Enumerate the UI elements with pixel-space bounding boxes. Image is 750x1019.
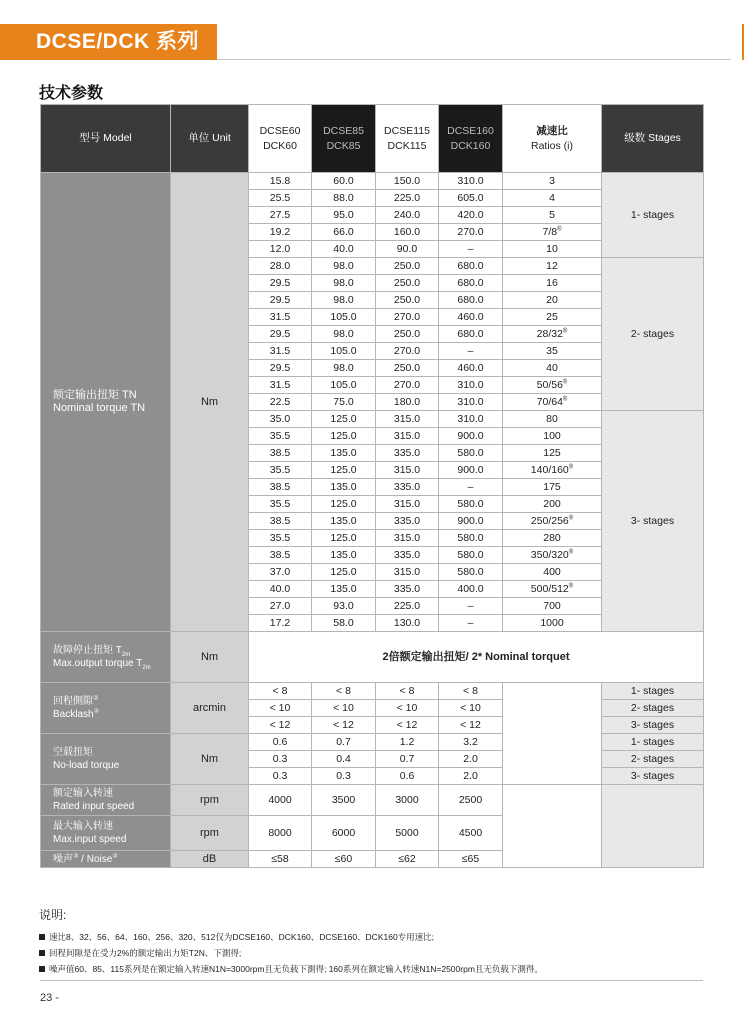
header-ratio: 减速比 Ratios (i) bbox=[503, 105, 602, 173]
torque-value: 315.0 bbox=[376, 564, 439, 581]
ratio-value: 50/56® bbox=[503, 377, 602, 394]
noload-value: 0.7 bbox=[376, 751, 439, 768]
noload-unit: Nm bbox=[171, 734, 249, 785]
header-unit: 单位 Unit bbox=[171, 105, 249, 173]
torque-value: 88.0 bbox=[312, 190, 376, 207]
torque-value: 135.0 bbox=[312, 513, 376, 530]
torque-value: 40.0 bbox=[249, 581, 312, 598]
torque-value: 160.0 bbox=[376, 224, 439, 241]
backlash-value: < 10 bbox=[312, 700, 376, 717]
torque-value: 135.0 bbox=[312, 581, 376, 598]
ratio-value: 35 bbox=[503, 343, 602, 360]
torque-value: 66.0 bbox=[312, 224, 376, 241]
torque-value: 400.0 bbox=[439, 581, 503, 598]
torque-label: 额定输出扭矩 TN Nominal torque TN bbox=[41, 173, 171, 632]
backlash-value: < 12 bbox=[439, 717, 503, 734]
noise-value: ≤58 bbox=[249, 851, 312, 868]
rated-speed-value: 2500 bbox=[439, 785, 503, 816]
ratio-value: 40 bbox=[503, 360, 602, 377]
torque-value: 98.0 bbox=[312, 258, 376, 275]
blank-stage-cell bbox=[602, 785, 704, 868]
table-row bbox=[41, 632, 704, 683]
torque-value: 31.5 bbox=[249, 377, 312, 394]
torque-value: 29.5 bbox=[249, 292, 312, 309]
torque-value: – bbox=[439, 479, 503, 496]
torque-value: 335.0 bbox=[376, 513, 439, 530]
torque-value: 315.0 bbox=[376, 496, 439, 513]
torque-value: 270.0 bbox=[376, 343, 439, 360]
torque-value: 38.5 bbox=[249, 479, 312, 496]
torque-value: 31.5 bbox=[249, 343, 312, 360]
torque-value: 27.0 bbox=[249, 598, 312, 615]
max-speed-value: 8000 bbox=[249, 816, 312, 851]
torque-value: 35.5 bbox=[249, 428, 312, 445]
noload-value: 2.0 bbox=[439, 751, 503, 768]
torque-value: 310.0 bbox=[439, 173, 503, 190]
torque-value: 105.0 bbox=[312, 377, 376, 394]
table-header-row bbox=[41, 105, 704, 173]
header-edge-mark bbox=[742, 24, 750, 60]
torque-value: 60.0 bbox=[312, 173, 376, 190]
ratio-value: 20 bbox=[503, 292, 602, 309]
noise-value: ≤62 bbox=[376, 851, 439, 868]
torque-value: 29.5 bbox=[249, 275, 312, 292]
max-torque-value: 2倍额定输出扭矩/ 2* Nominal torquet bbox=[249, 632, 704, 683]
torque-value: 38.5 bbox=[249, 445, 312, 462]
torque-value: 150.0 bbox=[376, 173, 439, 190]
torque-value: 38.5 bbox=[249, 513, 312, 530]
torque-value: 75.0 bbox=[312, 394, 376, 411]
torque-value: 315.0 bbox=[376, 428, 439, 445]
torque-value: 105.0 bbox=[312, 309, 376, 326]
section-title: 技术参数 bbox=[39, 85, 104, 102]
noise-value: ≤65 bbox=[439, 851, 503, 868]
torque-value: 680.0 bbox=[439, 275, 503, 292]
torque-value: 460.0 bbox=[439, 309, 503, 326]
torque-value: 58.0 bbox=[312, 615, 376, 632]
ratio-value: 16 bbox=[503, 275, 602, 292]
torque-value: 35.0 bbox=[249, 411, 312, 428]
torque-value: 315.0 bbox=[376, 462, 439, 479]
torque-value: 315.0 bbox=[376, 530, 439, 547]
torque-value: 22.5 bbox=[249, 394, 312, 411]
torque-value: 125.0 bbox=[312, 564, 376, 581]
max-speed-value: 4500 bbox=[439, 816, 503, 851]
torque-value: 90.0 bbox=[376, 241, 439, 258]
blank-ratio-cell bbox=[503, 683, 602, 785]
torque-value: 12.0 bbox=[249, 241, 312, 258]
blank-ratio-cell bbox=[503, 785, 602, 868]
backlash-value: < 8 bbox=[439, 683, 503, 700]
torque-value: 29.5 bbox=[249, 326, 312, 343]
ratio-value: 500/512® bbox=[503, 581, 602, 598]
torque-value: 420.0 bbox=[439, 207, 503, 224]
torque-value: 335.0 bbox=[376, 479, 439, 496]
header-rule bbox=[217, 59, 731, 60]
torque-value: 135.0 bbox=[312, 547, 376, 564]
rated-speed-unit: rpm bbox=[171, 785, 249, 816]
table-row bbox=[41, 683, 704, 700]
torque-value: 27.5 bbox=[249, 207, 312, 224]
torque-value: 310.0 bbox=[439, 377, 503, 394]
stage-label: 1- stages bbox=[602, 683, 704, 700]
backlash-value: < 8 bbox=[249, 683, 312, 700]
rated-speed-value: 3000 bbox=[376, 785, 439, 816]
torque-value: 310.0 bbox=[439, 411, 503, 428]
torque-value: 125.0 bbox=[312, 462, 376, 479]
torque-value: 35.5 bbox=[249, 530, 312, 547]
header-dcse160: DCSE160 DCK160 bbox=[439, 105, 503, 173]
torque-value: 135.0 bbox=[312, 479, 376, 496]
torque-value: 98.0 bbox=[312, 360, 376, 377]
header-model: 型号 Model bbox=[41, 105, 171, 173]
header-stages: 级数 Stages bbox=[602, 105, 704, 173]
note-1: 速比8、32、56、64、160、256、320、512仅为DCSE160、DCK160、DCSE160、DCK160专用速比; bbox=[39, 929, 543, 945]
torque-value: 105.0 bbox=[312, 343, 376, 360]
noload-value: 0.3 bbox=[249, 751, 312, 768]
ratio-value: 28/32® bbox=[503, 326, 602, 343]
notes-title: 说明: bbox=[39, 908, 67, 922]
stage-label: 3- stages bbox=[602, 768, 704, 785]
torque-value: 900.0 bbox=[439, 462, 503, 479]
ratio-value: 700 bbox=[503, 598, 602, 615]
max-speed-value: 6000 bbox=[312, 816, 376, 851]
ratio-value: 140/160® bbox=[503, 462, 602, 479]
noload-value: 0.3 bbox=[249, 768, 312, 785]
stage-label: 2- stages bbox=[602, 751, 704, 768]
noload-value: 0.3 bbox=[312, 768, 376, 785]
footer-rule bbox=[40, 980, 703, 981]
torque-value: – bbox=[439, 615, 503, 632]
torque-value: 40.0 bbox=[312, 241, 376, 258]
noise-unit: dB bbox=[171, 851, 249, 868]
backlash-label: 回程側隙② Backlash② bbox=[41, 683, 171, 734]
torque-value: 680.0 bbox=[439, 258, 503, 275]
torque-value: 250.0 bbox=[376, 360, 439, 377]
spec-table bbox=[40, 104, 704, 868]
torque-value: 900.0 bbox=[439, 428, 503, 445]
max-speed-label: 最大输入转速 Max.input speed bbox=[41, 816, 171, 851]
noise-label: 噪声③ / Noise③ bbox=[41, 851, 171, 868]
torque-value: 335.0 bbox=[376, 547, 439, 564]
backlash-value: < 12 bbox=[249, 717, 312, 734]
torque-value: 580.0 bbox=[439, 564, 503, 581]
torque-value: 580.0 bbox=[439, 547, 503, 564]
torque-value: 335.0 bbox=[376, 445, 439, 462]
torque-value: 605.0 bbox=[439, 190, 503, 207]
torque-value: 125.0 bbox=[312, 411, 376, 428]
torque-value: 900.0 bbox=[439, 513, 503, 530]
torque-value: 460.0 bbox=[439, 360, 503, 377]
torque-value: 29.5 bbox=[249, 360, 312, 377]
rated-speed-value: 4000 bbox=[249, 785, 312, 816]
torque-value: 135.0 bbox=[312, 445, 376, 462]
backlash-unit: arcmin bbox=[171, 683, 249, 734]
noload-value: 0.6 bbox=[376, 768, 439, 785]
torque-value: 240.0 bbox=[376, 207, 439, 224]
ratio-value: 12 bbox=[503, 258, 602, 275]
table-row bbox=[41, 173, 704, 190]
torque-value: 17.2 bbox=[249, 615, 312, 632]
torque-value: 125.0 bbox=[312, 428, 376, 445]
ratio-value: 4 bbox=[503, 190, 602, 207]
torque-value: – bbox=[439, 598, 503, 615]
noise-value: ≤60 bbox=[312, 851, 376, 868]
stage-label: 1- stages bbox=[602, 734, 704, 751]
torque-value: – bbox=[439, 343, 503, 360]
torque-value: 125.0 bbox=[312, 496, 376, 513]
torque-value: 98.0 bbox=[312, 326, 376, 343]
ratio-value: 80 bbox=[503, 411, 602, 428]
stage-1-label: 1- stages bbox=[602, 173, 704, 258]
noload-value: 0.7 bbox=[312, 734, 376, 751]
header-dcse85: DCSE85 DCK85 bbox=[312, 105, 376, 173]
torque-value: 35.5 bbox=[249, 462, 312, 479]
torque-value: 130.0 bbox=[376, 615, 439, 632]
ratio-value: 7/8® bbox=[503, 224, 602, 241]
torque-value: 28.0 bbox=[249, 258, 312, 275]
torque-value: 95.0 bbox=[312, 207, 376, 224]
torque-value: 37.0 bbox=[249, 564, 312, 581]
note-2: 回程间隙是在受力2%的额定输出力矩T2N、下測得; bbox=[39, 945, 543, 961]
backlash-value: < 12 bbox=[312, 717, 376, 734]
torque-value: 250.0 bbox=[376, 326, 439, 343]
torque-value: 580.0 bbox=[439, 530, 503, 547]
stage-label: 3- stages bbox=[602, 717, 704, 734]
ratio-value: 350/320® bbox=[503, 547, 602, 564]
torque-value: 15.8 bbox=[249, 173, 312, 190]
torque-value: 270.0 bbox=[439, 224, 503, 241]
ratio-value: 125 bbox=[503, 445, 602, 462]
notes bbox=[39, 906, 543, 977]
ratio-value: 200 bbox=[503, 496, 602, 513]
torque-value: 250.0 bbox=[376, 275, 439, 292]
torque-value: 25.5 bbox=[249, 190, 312, 207]
stage-3-label: 3- stages bbox=[602, 411, 704, 632]
noload-value: 0.4 bbox=[312, 751, 376, 768]
torque-value: 680.0 bbox=[439, 326, 503, 343]
rated-speed-label: 额定输入转速 Rated input speed bbox=[41, 785, 171, 816]
backlash-value: < 10 bbox=[439, 700, 503, 717]
ratio-value: 3 bbox=[503, 173, 602, 190]
ratio-value: 280 bbox=[503, 530, 602, 547]
torque-value: 270.0 bbox=[376, 377, 439, 394]
header-bar bbox=[0, 24, 217, 60]
max-speed-value: 5000 bbox=[376, 816, 439, 851]
stage-2-label: 2- stages bbox=[602, 258, 704, 411]
ratio-value: 25 bbox=[503, 309, 602, 326]
torque-value: 250.0 bbox=[376, 258, 439, 275]
noload-value: 2.0 bbox=[439, 768, 503, 785]
rated-speed-value: 3500 bbox=[312, 785, 376, 816]
ratio-value: 400 bbox=[503, 564, 602, 581]
ratio-value: 175 bbox=[503, 479, 602, 496]
page-number: 23 - bbox=[40, 992, 59, 1004]
torque-value: 310.0 bbox=[439, 394, 503, 411]
noload-value: 1.2 bbox=[376, 734, 439, 751]
torque-value: 93.0 bbox=[312, 598, 376, 615]
torque-value: 315.0 bbox=[376, 411, 439, 428]
backlash-value: < 10 bbox=[249, 700, 312, 717]
header-dcse115: DCSE115 DCK115 bbox=[376, 105, 439, 173]
ratio-value: 100 bbox=[503, 428, 602, 445]
max-torque-label: 故障停止扭矩 $T_{2m}$ Max.output torque $T_{2m}$ bbox=[41, 632, 171, 683]
series-title: DCSE/DCK 系列 bbox=[36, 30, 200, 53]
torque-value: 270.0 bbox=[376, 309, 439, 326]
backlash-value: < 10 bbox=[376, 700, 439, 717]
torque-value: 250.0 bbox=[376, 292, 439, 309]
torque-value: 180.0 bbox=[376, 394, 439, 411]
noload-label: 空载扭矩 No-load torque bbox=[41, 734, 171, 785]
torque-value: 98.0 bbox=[312, 292, 376, 309]
noload-value: 0.6 bbox=[249, 734, 312, 751]
torque-value: 335.0 bbox=[376, 581, 439, 598]
torque-value: 580.0 bbox=[439, 445, 503, 462]
torque-value: 225.0 bbox=[376, 598, 439, 615]
table-row bbox=[41, 734, 704, 751]
torque-value: 225.0 bbox=[376, 190, 439, 207]
backlash-value: < 8 bbox=[312, 683, 376, 700]
torque-value: 35.5 bbox=[249, 496, 312, 513]
backlash-value: < 8 bbox=[376, 683, 439, 700]
ratio-value: 70/64® bbox=[503, 394, 602, 411]
torque-value: 38.5 bbox=[249, 547, 312, 564]
ratio-value: 250/256® bbox=[503, 513, 602, 530]
torque-unit: Nm bbox=[171, 173, 249, 632]
torque-value: 580.0 bbox=[439, 496, 503, 513]
max-speed-unit: rpm bbox=[171, 816, 249, 851]
table-row bbox=[41, 785, 704, 816]
ratio-value: 5 bbox=[503, 207, 602, 224]
note-3: 噪声值60、85、115系列是在额定输入转速N1N=3000rpm且无负载下測得; 160系列在额定输入转速N1N=2500rpm且无负载下測得。 bbox=[39, 961, 543, 977]
backlash-value: < 12 bbox=[376, 717, 439, 734]
stage-label: 2- stages bbox=[602, 700, 704, 717]
torque-value: 680.0 bbox=[439, 292, 503, 309]
ratio-value: 1000 bbox=[503, 615, 602, 632]
torque-value: 98.0 bbox=[312, 275, 376, 292]
torque-value: – bbox=[439, 241, 503, 258]
torque-value: 125.0 bbox=[312, 530, 376, 547]
max-torque-unit: Nm bbox=[171, 632, 249, 683]
torque-value: 31.5 bbox=[249, 309, 312, 326]
header-dcse60: DCSE60 DCK60 bbox=[249, 105, 312, 173]
ratio-value: 10 bbox=[503, 241, 602, 258]
noload-value: 3.2 bbox=[439, 734, 503, 751]
torque-value: 19.2 bbox=[249, 224, 312, 241]
